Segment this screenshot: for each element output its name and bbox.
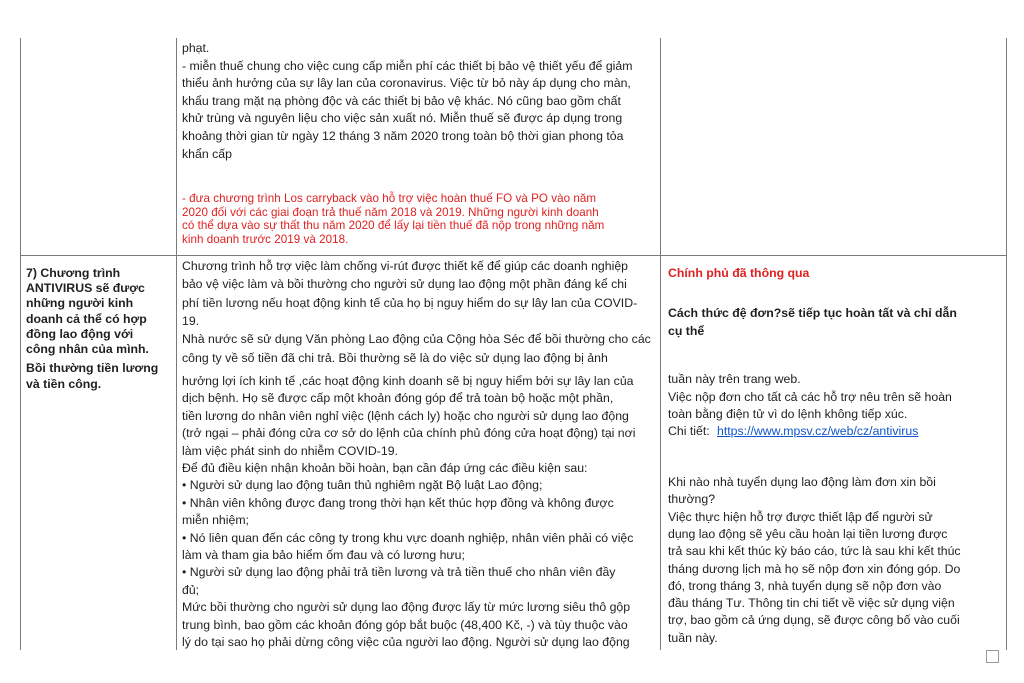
text-line: 19. [182, 313, 200, 328]
text-line: tuần này. [668, 630, 718, 645]
row-divider [20, 255, 1007, 256]
text-line: khử trùng và nguyên liệu cho việc sản xuất nó. Miễn thuế sẽ được áp dụng trong [182, 111, 623, 126]
text-line: bảo vệ việc làm và bồi thường cho người sử dụng lao động một phần đáng kể chi [182, 277, 627, 292]
text-line: - miễn thuế chung cho việc cung cấp miễn phí các thiết bị bảo vệ thiết yếu để giảm [182, 58, 633, 73]
text-line: trung bình, bao gồm các khoản đóng góp bắt buộc (48,400 Kč, -) và tùy thuộc vào [182, 617, 628, 632]
text-line: thiểu ảnh hưởng của sự lây lan của coronavirus. Việc từ bỏ này áp dụng cho màn, [182, 76, 631, 91]
table-border-left [20, 38, 21, 650]
text-line-red: - đưa chương trình Los carryback vào hỗ trợ việc hoàn thuế FO và PO vào năm [182, 192, 597, 205]
antivirus-link[interactable]: https://www.mpsv.cz/web/cz/antivirus [717, 424, 919, 438]
text-line: trợ, bao gồm cả ứng dụng, sẽ được công bố vào cuối [668, 613, 960, 628]
text-line: toàn bằng điện tử vì do lệnh không tiếp xúc. [668, 407, 908, 421]
detail-label: Chi tiết: [668, 424, 714, 438]
text-line: Việc nộp đơn cho tất cả các hỗ trợ nêu trên sẽ hoàn [668, 389, 952, 404]
text-line: đủ; [182, 582, 200, 597]
section-title-line: 7) Chương trình [26, 266, 121, 280]
text-line: (trở ngại – phải đóng cửa cơ sở do lệnh của chính phủ đóng cửa hoạt động) tại nơi [182, 426, 636, 441]
text-line: • Người sử dụng lao động phải trả tiền lương và trả tiền thuế cho nhân viên đầy [182, 565, 616, 580]
text-line: Mức bồi thường cho người sử dụng lao động được lấy từ mức lương siêu thô gộp [182, 600, 631, 615]
text-line: hưởng lợi ích kinh tế ,các hoạt động kinh doanh sẽ bị nguy hiểm bởi sự lây lan của [182, 374, 634, 388]
text-line: • Người sử dụng lao động tuân thủ nghiêm ngặt Bộ luật Lao động; [182, 478, 543, 493]
section-subtitle-line: Bồi thường tiền lương [26, 361, 159, 375]
section-title-line: doanh cả thể có hợp [26, 311, 147, 326]
table-border-right [1006, 38, 1007, 650]
section-title-line: những người kinh [26, 296, 134, 311]
text-line: làm và tham gia bảo hiểm ốm đau và có lương hưu; [182, 548, 465, 562]
text-line: đầu tháng Tư. Thông tin chi tiết về việc sử dụng viện [668, 596, 955, 611]
text-line: Nhà nước sẽ sử dụng Văn phòng Lao động của Cộng hòa Séc để bồi thường cho các [182, 332, 651, 347]
text-line: thường? [668, 492, 716, 507]
section-subtitle-line: và tiền công. [26, 376, 102, 391]
text-line: phạt. [182, 41, 210, 55]
text-line: Để đủ điều kiện nhận khoản bồi hoàn, bạn cần đáp ứng các điều kiện sau: [182, 461, 588, 475]
text-line: khoảng thời gian từ ngày 12 tháng 3 năm 2020 trong toàn bộ thời gian phong tỏa [182, 129, 624, 143]
section-title-line: ANTIVIRUS sẽ được [26, 281, 145, 296]
right-question-line: cụ thể [668, 323, 705, 338]
text-line: dụng lao động sẽ yêu cầu hoàn lại tiền lương được [668, 526, 948, 541]
text-line: làm việc phát sinh do nhiễm COVID-19. [182, 443, 398, 458]
text-line: tuần này trên trang web. [668, 372, 801, 386]
text-line: khẩn cấp [182, 146, 232, 161]
text-line-red: 2020 đối với các giai đoạn trả thuế năm 2018 và 2019. Những người kinh doanh [182, 205, 599, 219]
text-line: dịch bệnh. Họ sẽ được cấp một khoản đóng góp để trả toàn bộ hoặc một phần, [182, 391, 614, 406]
right-question-line: Cách thức đệ đơn?sẽ tiếp tục hoàn tất và chỉ dẫn [668, 306, 957, 320]
text-line: phí tiền lương nếu hoạt động kinh tế của họ bị nguy hiểm do sự lây lan của COVID- [182, 295, 638, 310]
text-line: trả sau khi kết thúc kỳ báo cáo, tức là sau khi kết thúc [668, 544, 961, 559]
column-divider-2 [660, 38, 661, 650]
column-divider-1 [176, 38, 177, 650]
text-line-red: có thể dựa vào sự thất thu năm 2020 để lấy lại tiền thuế đã nộp trong những năm [182, 219, 605, 233]
text-line: Khi nào nhà tuyển dụng lao động làm đơn xin bồi [668, 475, 936, 489]
text-line: tháng dương lịch mà họ sẽ nộp đơn xin đóng góp. Do [668, 561, 961, 576]
text-line: miễn nhiệm; [182, 513, 249, 528]
text-line: • Nó liên quan đến các công ty trong khu vực doanh nghiệp, nhân viên phải có việc [182, 530, 634, 545]
text-line: công ty về số tiền đã chi trả. Bồi thường sẽ là do việc sử dụng lao động bị ảnh [182, 350, 608, 365]
text-line: • Nhân viên không được đang trong thời hạn kết thúc hợp đồng và không được [182, 495, 614, 510]
text-line: tiền lương do nhân viên nghỉ việc (lệnh cách ly) hoặc cho người sử dụng lao động [182, 408, 629, 423]
text-line: đó, trong tháng 3, nhà tuyển dụng sẽ nộp đơn vào [668, 578, 942, 593]
right-heading: Chính phủ đã thông qua [668, 266, 810, 280]
text-line: lý do tại sao họ phải dừng công việc của người lao động. Người sử dụng lao động [182, 635, 630, 649]
resize-handle-icon[interactable] [986, 650, 999, 663]
text-line: Việc thực hiện hỗ trợ được thiết lập để người sử [668, 509, 933, 524]
text-line-red: kinh doanh trước 2019 và 2018. [182, 232, 349, 246]
section-title-line: công nhân của mình. [26, 342, 149, 356]
text-line: Chương trình hỗ trợ việc làm chống vi-rút được thiết kế để giúp các doanh nghiệp [182, 259, 629, 273]
text-line: khẩu trang mặt nạ phòng độc và các thiết bị bảo vệ khác. Nó cũng bao gồm chất [182, 93, 621, 108]
section-title-line: đồng lao động với [26, 326, 134, 341]
